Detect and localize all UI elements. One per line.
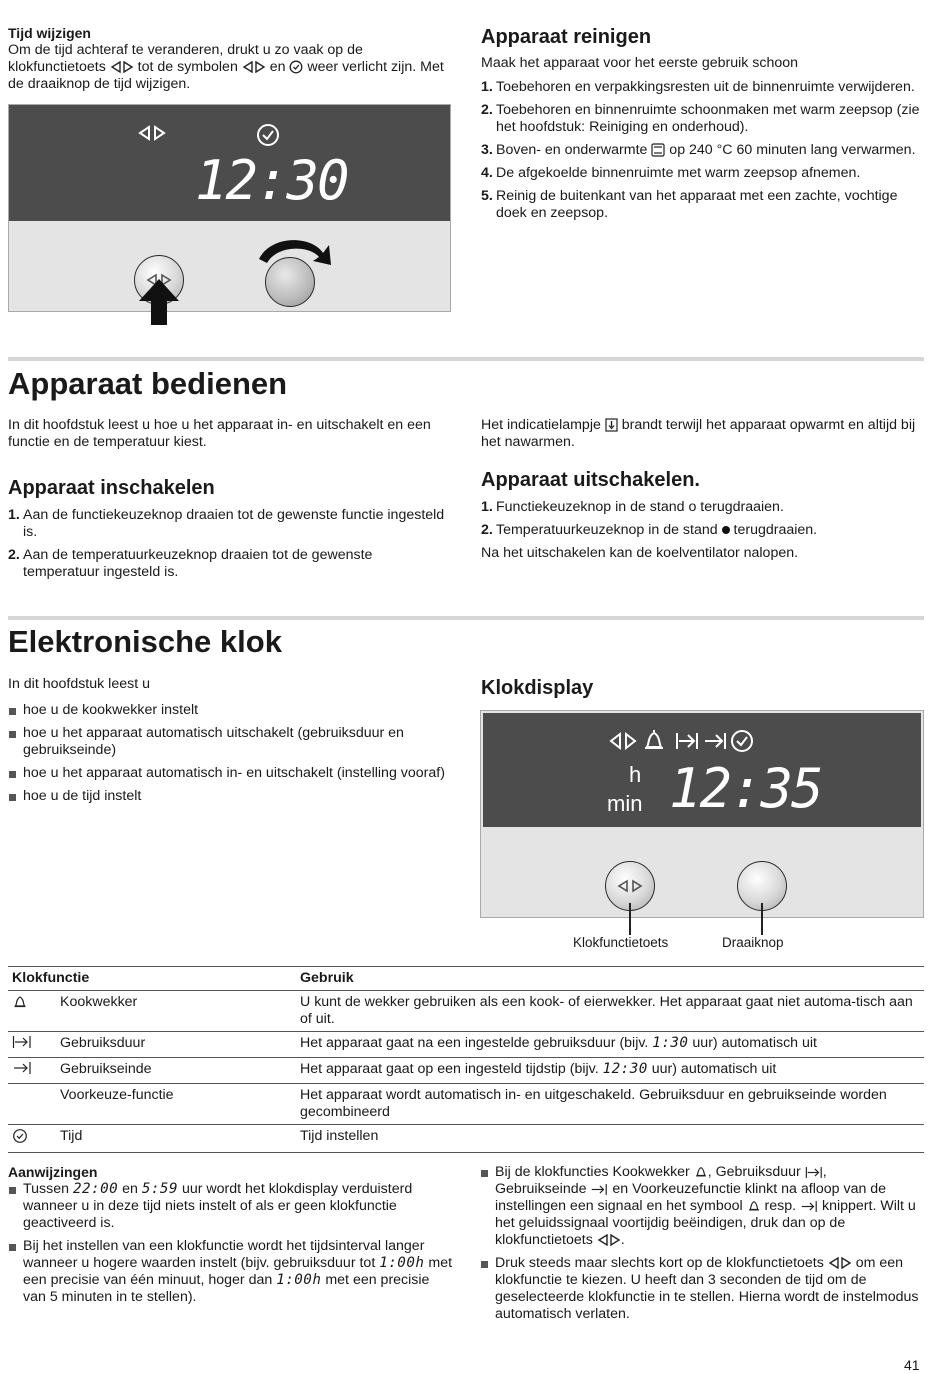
reinigen-intro: Maak het apparaat voor het eerste gebruik schoon	[481, 55, 799, 71]
clock-key-icon	[242, 61, 266, 73]
clock-display-figure	[480, 710, 924, 918]
press-arrow-icon	[137, 277, 181, 325]
clock-key-icon	[597, 1234, 621, 1246]
end-time-icon	[702, 730, 728, 752]
list-item: 1. Functiekeuzeknop in de stand o terugdraaien.	[481, 499, 784, 515]
uitschakelen-section	[481, 468, 921, 562]
notes-right	[480, 1164, 922, 1329]
display-time: 12:30	[195, 149, 348, 212]
end-time-icon	[800, 1200, 818, 1213]
duration-icon	[805, 1166, 823, 1179]
callout-line	[629, 903, 631, 935]
list-item: 2. Aan de temperatuurkeuzeknop draaien tot de gewenste temperatuur ingesteld is.	[8, 547, 373, 580]
bell-icon	[694, 1165, 708, 1179]
list-item: 4. De afgekoelde binnenruimte met warm zeepsop afnemen.	[481, 165, 861, 181]
tijd-text: Om de tijd achteraf te veranderen, drukt u zo vaak op de klokfunctietoets tot de symbolen en weer verlicht zijn. Met de draaiknop de tijd wijzigen.	[8, 42, 444, 92]
list-item: 3. Boven- en onderwarmte op 240 °C 60 minuten lang verwarmen.	[481, 142, 916, 158]
list-item: 2. Toebehoren en binnenruimte schoonmaken met warm zeepsop (zie het hoofdstuk: Reiniging en onderhoud).	[481, 102, 920, 135]
bedienen-title: Apparaat bedienen	[8, 366, 288, 401]
filled-dot-icon	[722, 526, 730, 534]
duration-icon	[12, 1035, 32, 1049]
clock-key-icon	[828, 1257, 852, 1269]
section-divider	[8, 616, 924, 620]
clock-icon	[12, 1128, 28, 1144]
indicator-lamp-text: Het indicatielampje brandt terwijl het apparaat opwarmt en altijd bij het nawarmen.	[481, 417, 916, 450]
uitschakelen-steps	[481, 499, 921, 539]
list-item: hoe u het apparaat automatisch in- en uitschakelt (instelling vooraf)	[8, 765, 453, 782]
end-time-icon	[12, 1061, 32, 1075]
table-header-use: Gebruik	[300, 970, 354, 986]
clock-display-screen	[9, 105, 450, 221]
bedienen-intro: In dit hoofdstuk leest u hoe u het apparaat in- en uitschakelt en een functie en de temperatuur kiest.	[8, 417, 431, 450]
list-item: Bij het instellen van een klokfunctie wordt het tijdsinterval langer wanneer u hogere waarden instelt (bijv. gebruiksduur tot 1:00h met een precisie van één minuut, hoger dan 1:00h met een precisie van 5 minuten in te stellen).	[8, 1238, 453, 1306]
list-item: hoe u de tijd instelt	[8, 788, 453, 805]
clock-key-icon	[110, 61, 134, 73]
list-item: Druk steeds maar slechts kort op de klokfunctietoets om een klokfunctie te kiezen. U heeft dan 3 seconden de tijd om de geselecteerde klokfunctie in te stellen. Hierna wordt de instelmodus automatisch verlaten.	[480, 1255, 922, 1323]
duration-icon	[674, 730, 700, 752]
callout-line	[761, 903, 763, 935]
list-item: hoe u de kookwekker instelt	[8, 702, 453, 719]
table-header-function: Klokfunctie	[12, 970, 90, 986]
clock-key-label: Klokfunctietoets	[573, 935, 669, 950]
table-row: Gebruiksduur Het apparaat gaat na een ingestelde gebruiksduur (bijv. 1:30 uur) automatisch uit	[8, 1032, 924, 1058]
table-header-row	[8, 967, 924, 991]
list-item: 1. Aan de functiekeuzeknop draaien tot de gewenste functie ingesteld is.	[8, 507, 445, 540]
klok-title: Elektronische klok	[8, 624, 282, 659]
clock-icon	[289, 60, 303, 74]
top-bottom-heat-icon	[651, 143, 665, 157]
end-time-icon	[590, 1183, 608, 1196]
notes-left	[8, 1164, 453, 1312]
klokdisplay-heading: Klokdisplay	[481, 677, 594, 699]
bell-icon	[747, 1199, 761, 1213]
display-time: 12:35	[669, 757, 822, 820]
section-divider	[8, 357, 924, 361]
clock-key-icon	[137, 125, 167, 141]
table-row: Kookwekker U kunt de wekker gebruiken als een kook- of eierwekker. Het apparaat gaat niet automa-tisch aan of uit.	[8, 991, 924, 1032]
klok-intro-section	[8, 676, 453, 811]
bell-icon	[641, 728, 667, 754]
list-item: 5. Reinig de buitenkant van het apparaat met een zachte, vochtige doek en zeepsop.	[481, 188, 898, 221]
oven-control-panel-figure	[8, 104, 451, 312]
list-item: Bij de klokfuncties Kookwekker , Gebruiksduur , Gebruikseinde en Voorkeuzefunctie klinkt na afloop van de instellingen een signaal en het symbool resp. knippert. Wilt u het geluidssignaal voortijdig beëindigen, druk dan op de klokfunctietoets .	[480, 1164, 922, 1249]
notes-list	[8, 1181, 453, 1306]
rotate-arrow-icon	[253, 231, 333, 267]
clock-key-icon	[609, 732, 637, 750]
notes-heading: Aanwijzingen	[8, 1164, 98, 1180]
inschakelen-heading: Apparaat inschakelen	[8, 477, 215, 499]
klok-intro: In dit hoofdstuk leest u	[8, 676, 150, 692]
clock-display-screen	[483, 713, 921, 827]
clock-icon	[730, 729, 754, 753]
table-row: Tijd Tijd instellen	[8, 1125, 924, 1153]
display-minute-label: min	[607, 791, 643, 816]
table-row: Voorkeuze-functie Het apparaat wordt automatisch in- en uitgeschakeld. Gebruiksduur en gebruikseinde worden gecombineerd	[8, 1084, 924, 1125]
uitschakelen-note: Na het uitschakelen kan de koelventilator nalopen.	[481, 545, 799, 561]
notes-list	[480, 1164, 922, 1323]
table-row: Gebruikseinde Het apparaat gaat op een ingesteld tijdstip (bijv. 12:30 uur) automatisch uit	[8, 1058, 924, 1084]
tijd-heading: Tijd wijzigen	[8, 25, 91, 41]
klok-bullets	[8, 702, 453, 805]
reinigen-heading: Apparaat reinigen	[481, 26, 652, 48]
knob-label: Draaiknop	[722, 935, 784, 950]
tijd-section	[8, 25, 448, 93]
indicator-lamp-icon	[605, 418, 618, 432]
clock-icon	[256, 123, 280, 147]
reinigen-steps	[481, 79, 921, 222]
bell-icon	[12, 994, 28, 1010]
clock-function-table	[8, 966, 924, 1153]
display-hour-label: h	[629, 762, 642, 787]
uitschakelen-heading: Apparaat uitschakelen.	[481, 469, 700, 491]
inschakelen-steps	[8, 507, 448, 581]
list-item: 1. Toebehoren en verpakkingsresten uit de binnenruimte verwijderen.	[481, 79, 915, 95]
list-item: 2. Temperatuurkeuzeknop in de stand terugdraaien.	[481, 522, 818, 538]
reinigen-section	[481, 25, 921, 228]
clock-key-icon	[616, 879, 644, 893]
inschakelen-section	[8, 476, 448, 587]
list-item: Tussen 22:00 en 5:59 uur wordt het klokdisplay verduisterd wanneer u in deze tijd niets instelt of als er geen klokfunctie geactiveerd is.	[8, 1181, 453, 1232]
page-number: 41	[904, 1357, 920, 1373]
list-item: hoe u het apparaat automatisch uitschakelt (gebruiksduur en gebruikseinde)	[8, 725, 453, 759]
